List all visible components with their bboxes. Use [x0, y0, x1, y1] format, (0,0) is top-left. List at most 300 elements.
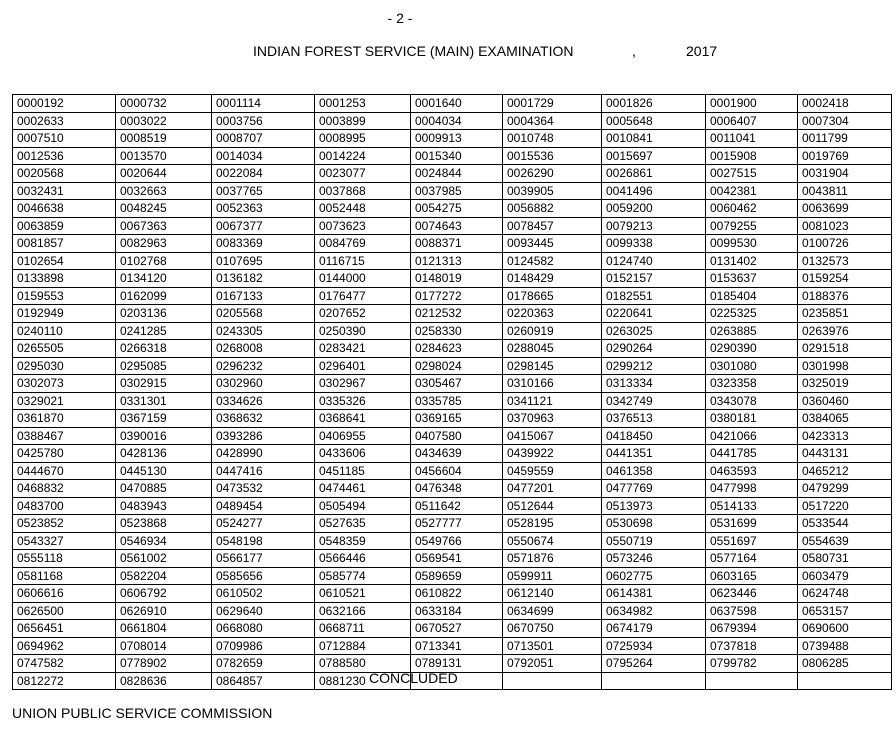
roll-number-cell: 0441351	[602, 445, 706, 463]
roll-number-cell: 0656451	[13, 620, 116, 638]
roll-number-cell: 0418450	[602, 427, 706, 445]
roll-number-cell: 0078457	[503, 217, 602, 235]
roll-number-cell: 0388467	[13, 427, 116, 445]
roll-number-cell: 0302915	[116, 375, 212, 393]
roll-number-cell: 0782659	[212, 655, 315, 673]
roll-number-cell: 0433606	[315, 445, 411, 463]
table-row	[13, 392, 892, 410]
roll-number-cell: 0376513	[602, 410, 706, 428]
roll-number-cell: 0182551	[602, 287, 706, 305]
roll-number-cell: 0015536	[503, 147, 602, 165]
roll-number-cell: 0010748	[503, 130, 602, 148]
roll-number-cell: 0543327	[13, 532, 116, 550]
roll-number-cell: 0220641	[602, 305, 706, 323]
roll-number-cell: 0067377	[212, 217, 315, 235]
roll-number-cell: 0571876	[503, 550, 602, 568]
roll-number-cell: 0329021	[13, 392, 116, 410]
roll-number-cell: 0473532	[212, 480, 315, 498]
roll-number-cell: 0079213	[602, 217, 706, 235]
roll-number-cell: 0081857	[13, 235, 116, 253]
roll-number-cell: 0709986	[212, 637, 315, 655]
roll-number-cell: 0099338	[602, 235, 706, 253]
roll-number-cell: 0235851	[798, 305, 892, 323]
roll-number-cell: 0623446	[706, 585, 798, 603]
roll-number-cell: 0789131	[411, 655, 503, 673]
roll-number-cell: 0083369	[212, 235, 315, 253]
roll-number-cell: 0241285	[116, 322, 212, 340]
roll-number-cell: 0037765	[212, 182, 315, 200]
roll-number-cell: 0788580	[315, 655, 411, 673]
exam-title: INDIAN FOREST SERVICE (MAIN) EXAMINATION	[253, 43, 574, 59]
roll-number-cell: 0428990	[212, 445, 315, 463]
roll-number-cell: 0037868	[315, 182, 411, 200]
roll-number-cell: 0343078	[706, 392, 798, 410]
roll-number-cell: 0634699	[503, 602, 602, 620]
table-row	[13, 357, 892, 375]
roll-number-cell: 0331301	[116, 392, 212, 410]
roll-number-cell: 0302967	[315, 375, 411, 393]
roll-number-cell: 0192949	[13, 305, 116, 323]
roll-number-cell: 0368641	[315, 410, 411, 428]
roll-number-cell: 0795264	[602, 655, 706, 673]
roll-number-cell: 0566446	[315, 550, 411, 568]
table-row	[13, 322, 892, 340]
roll-number-cell: 0291518	[798, 340, 892, 358]
roll-number-cell: 0295030	[13, 357, 116, 375]
roll-number-cell: 0011799	[798, 130, 892, 148]
roll-number-cell: 0081023	[798, 217, 892, 235]
roll-number-cell: 0527635	[315, 515, 411, 533]
roll-number-cell: 0039905	[503, 182, 602, 200]
roll-number-table	[12, 94, 892, 690]
roll-number-cell: 0864857	[212, 672, 315, 690]
roll-number-cell: 0606616	[13, 585, 116, 603]
table-row	[13, 340, 892, 358]
roll-number-cell: 0423313	[798, 427, 892, 445]
table-row	[13, 620, 892, 638]
roll-number-cell: 0546934	[116, 532, 212, 550]
roll-number-cell: 0335326	[315, 392, 411, 410]
roll-number-cell: 0603165	[706, 567, 798, 585]
roll-number-cell: 0007304	[798, 112, 892, 130]
roll-number-cell: 0015340	[411, 147, 503, 165]
commission-name: UNION PUBLIC SERVICE COMMISSION	[12, 705, 273, 721]
roll-number-cell: 0511642	[411, 497, 503, 515]
roll-number-cell: 0614381	[602, 585, 706, 603]
roll-number-cell: 0178665	[503, 287, 602, 305]
table-row	[13, 497, 892, 515]
roll-number-cell: 0341121	[503, 392, 602, 410]
roll-number-cell: 0032663	[116, 182, 212, 200]
table-row	[13, 637, 892, 655]
table-row	[13, 427, 892, 445]
roll-number-cell: 0599911	[503, 567, 602, 585]
roll-number-cell: 0443131	[798, 445, 892, 463]
roll-number-cell: 0367159	[116, 410, 212, 428]
roll-number-cell: 0176477	[315, 287, 411, 305]
roll-number-cell: 0633184	[411, 602, 503, 620]
roll-number-cell: 0531699	[706, 515, 798, 533]
roll-number-cell: 0555118	[13, 550, 116, 568]
roll-number-cell: 0059200	[602, 200, 706, 218]
roll-number-cell: 0747582	[13, 655, 116, 673]
roll-number-cell: 0212532	[411, 305, 503, 323]
roll-number-cell: 0148019	[411, 270, 503, 288]
roll-number-cell: 0240110	[13, 322, 116, 340]
table-row	[13, 532, 892, 550]
roll-number-cell: 0342749	[602, 392, 706, 410]
roll-number-cell: 0026290	[503, 165, 602, 183]
roll-number-cell: 0124582	[503, 252, 602, 270]
roll-number-cell: 0530698	[602, 515, 706, 533]
roll-number-cell: 0084769	[315, 235, 411, 253]
roll-number-cell: 0001729	[503, 95, 602, 113]
roll-number-cell: 0444670	[13, 462, 116, 480]
roll-number-cell: 0390016	[116, 427, 212, 445]
roll-number-cell: 0015697	[602, 147, 706, 165]
roll-number-cell: 0456604	[411, 462, 503, 480]
roll-number-cell: 0461358	[602, 462, 706, 480]
roll-number-cell: 0052363	[212, 200, 315, 218]
roll-number-cell: 0468832	[13, 480, 116, 498]
roll-number-cell: 0266318	[116, 340, 212, 358]
roll-number-cell: 0523868	[116, 515, 212, 533]
roll-number-cell: 0100726	[798, 235, 892, 253]
roll-number-cell: 0505494	[315, 497, 411, 515]
table-row	[13, 147, 892, 165]
roll-number-cell: 0415067	[503, 427, 602, 445]
roll-number-cell: 0512644	[503, 497, 602, 515]
roll-number-cell: 0296232	[212, 357, 315, 375]
roll-number-cell: 0465212	[798, 462, 892, 480]
roll-number-cell: 0124740	[602, 252, 706, 270]
roll-number-cell: 0177272	[411, 287, 503, 305]
roll-number-cell: 0008519	[116, 130, 212, 148]
roll-number-cell: 0107695	[212, 252, 315, 270]
roll-number-cell: 0477201	[503, 480, 602, 498]
roll-number-cell: 0612140	[503, 585, 602, 603]
roll-number-cell: 0099530	[706, 235, 798, 253]
roll-number-cell: 0037985	[411, 182, 503, 200]
roll-number-cell: 0298024	[411, 357, 503, 375]
table-row	[13, 410, 892, 428]
roll-number-cell: 0301080	[706, 357, 798, 375]
roll-number-cell: 0207652	[315, 305, 411, 323]
table-row	[13, 550, 892, 568]
roll-number-cell: 0653157	[798, 602, 892, 620]
roll-number-cell	[798, 672, 892, 690]
roll-number-cell: 0477998	[706, 480, 798, 498]
roll-number-cell: 0439922	[503, 445, 602, 463]
roll-number-cell: 0629640	[212, 602, 315, 620]
table-row	[13, 445, 892, 463]
roll-number-cell: 0447416	[212, 462, 315, 480]
roll-number-cell: 0301998	[798, 357, 892, 375]
table-row	[13, 567, 892, 585]
roll-number-cell: 0054275	[411, 200, 503, 218]
roll-number-cell: 0093445	[503, 235, 602, 253]
roll-number-cell: 0624748	[798, 585, 892, 603]
roll-number-cell: 0668080	[212, 620, 315, 638]
roll-number-cell: 0806285	[798, 655, 892, 673]
roll-number-cell: 0548359	[315, 532, 411, 550]
table-row	[13, 217, 892, 235]
roll-number-cell: 0041496	[602, 182, 706, 200]
roll-number-cell: 0368632	[212, 410, 315, 428]
roll-number-cell: 0476348	[411, 480, 503, 498]
roll-number-cell: 0361870	[13, 410, 116, 428]
roll-number-cell: 0188376	[798, 287, 892, 305]
roll-number-cell: 0283421	[315, 340, 411, 358]
table-row	[13, 375, 892, 393]
table-row	[13, 235, 892, 253]
roll-number-cell: 0063699	[798, 200, 892, 218]
roll-number-cell	[706, 672, 798, 690]
table-row	[13, 130, 892, 148]
roll-number-cell: 0014034	[212, 147, 315, 165]
roll-number-cell: 0048245	[116, 200, 212, 218]
roll-number-cell: 0674179	[602, 620, 706, 638]
roll-number-cell: 0012536	[13, 147, 116, 165]
roll-number-cell: 0483943	[116, 497, 212, 515]
roll-number-cell: 0299212	[602, 357, 706, 375]
roll-number-cell: 0551697	[706, 532, 798, 550]
roll-number-cell: 0043811	[798, 182, 892, 200]
roll-number-cell: 0020644	[116, 165, 212, 183]
roll-number-cell: 0011041	[706, 130, 798, 148]
roll-number-cell: 0205568	[212, 305, 315, 323]
table-row	[13, 165, 892, 183]
roll-number-cell: 0046638	[13, 200, 116, 218]
roll-number-cell: 0013570	[116, 147, 212, 165]
roll-number-cell: 0159553	[13, 287, 116, 305]
roll-number-cell: 0024844	[411, 165, 503, 183]
roll-number-cell: 0290264	[602, 340, 706, 358]
roll-number-cell: 0548198	[212, 532, 315, 550]
roll-number-cell: 0136182	[212, 270, 315, 288]
roll-number-cell: 0121313	[411, 252, 503, 270]
roll-number-cell: 0008995	[315, 130, 411, 148]
roll-number-cell: 0550719	[602, 532, 706, 550]
roll-number-cell: 0258330	[411, 322, 503, 340]
roll-number-cell: 0407580	[411, 427, 503, 445]
roll-number-cell: 0001900	[706, 95, 798, 113]
roll-number-cell: 0881230	[315, 672, 411, 690]
roll-number-cell: 0637598	[706, 602, 798, 620]
roll-number-cell: 0002418	[798, 95, 892, 113]
table-row	[13, 287, 892, 305]
roll-number-cell: 0144000	[315, 270, 411, 288]
roll-number-cell: 0323358	[706, 375, 798, 393]
roll-number-cell: 0296401	[315, 357, 411, 375]
roll-number-cell: 0005648	[602, 112, 706, 130]
roll-number-cell: 0690600	[798, 620, 892, 638]
roll-number-cell: 0712884	[315, 637, 411, 655]
roll-number-cell: 0713341	[411, 637, 503, 655]
roll-number-cell: 0589659	[411, 567, 503, 585]
roll-number-cell: 0739488	[798, 637, 892, 655]
roll-number-cell: 0514133	[706, 497, 798, 515]
roll-number-cell: 0026861	[602, 165, 706, 183]
roll-number-cell: 0284623	[411, 340, 503, 358]
roll-number-cell: 0610521	[315, 585, 411, 603]
roll-number-cell: 0023077	[315, 165, 411, 183]
roll-number-cell: 0004034	[411, 112, 503, 130]
roll-number-cell: 0737818	[706, 637, 798, 655]
roll-number-cell: 0313334	[602, 375, 706, 393]
roll-number-cell: 0380181	[706, 410, 798, 428]
table-row	[13, 95, 892, 113]
concluded-label: CONCLUDED	[369, 670, 458, 686]
document-title-row	[0, 43, 896, 61]
roll-number-cell: 0550674	[503, 532, 602, 550]
roll-number-cell: 0459559	[503, 462, 602, 480]
roll-number-cell: 0132573	[798, 252, 892, 270]
roll-number-cell: 0474461	[315, 480, 411, 498]
roll-number-cell: 0073623	[315, 217, 411, 235]
roll-number-cell: 0225325	[706, 305, 798, 323]
roll-number-cell: 0152157	[602, 270, 706, 288]
roll-number-cell: 0220363	[503, 305, 602, 323]
roll-number-cell: 0159254	[798, 270, 892, 288]
roll-number-cell: 0325019	[798, 375, 892, 393]
roll-number-cell: 0001253	[315, 95, 411, 113]
roll-number-cell: 0580731	[798, 550, 892, 568]
roll-number-cell: 0006407	[706, 112, 798, 130]
roll-number-cell: 0298145	[503, 357, 602, 375]
roll-number-cell: 0134120	[116, 270, 212, 288]
roll-number-cell: 0670750	[503, 620, 602, 638]
roll-number-cell: 0360460	[798, 392, 892, 410]
roll-number-cell: 0679394	[706, 620, 798, 638]
roll-number-cell: 0116715	[315, 252, 411, 270]
roll-number-cell: 0060462	[706, 200, 798, 218]
table-row	[13, 200, 892, 218]
roll-number-cell: 0167133	[212, 287, 315, 305]
roll-number-cell: 0000732	[116, 95, 212, 113]
roll-number-cell: 0263025	[602, 322, 706, 340]
roll-number-cell: 0470885	[116, 480, 212, 498]
roll-number-cell: 0019769	[798, 147, 892, 165]
roll-number-cell: 0602775	[602, 567, 706, 585]
roll-number-cell: 0585656	[212, 567, 315, 585]
roll-number-cell: 0185404	[706, 287, 798, 305]
roll-number-cell: 0243305	[212, 322, 315, 340]
table-row	[13, 585, 892, 603]
roll-number-cell: 0569541	[411, 550, 503, 568]
roll-number-cell: 0661804	[116, 620, 212, 638]
roll-number-cell: 0133898	[13, 270, 116, 288]
page-number: - 2 -	[387, 10, 413, 26]
table-row	[13, 270, 892, 288]
roll-number-cell: 0708014	[116, 637, 212, 655]
roll-number-cell: 0153637	[706, 270, 798, 288]
roll-number-cell: 0056882	[503, 200, 602, 218]
roll-number-cell: 0015908	[706, 147, 798, 165]
roll-number-cell: 0009913	[411, 130, 503, 148]
roll-number-cell: 0384065	[798, 410, 892, 428]
table-row	[13, 462, 892, 480]
roll-number-cell: 0027515	[706, 165, 798, 183]
roll-number-cell: 0566177	[212, 550, 315, 568]
roll-number-cell	[503, 672, 602, 690]
roll-number-cell: 0812272	[13, 672, 116, 690]
roll-number-cell: 0032431	[13, 182, 116, 200]
roll-number-cell: 0265505	[13, 340, 116, 358]
roll-number-cell: 0524277	[212, 515, 315, 533]
roll-number-cell: 0131402	[706, 252, 798, 270]
roll-number-cell: 0610502	[212, 585, 315, 603]
roll-number-cell: 0489454	[212, 497, 315, 515]
roll-number-cell: 0020568	[13, 165, 116, 183]
exam-year: 2017	[686, 43, 718, 59]
table-row	[13, 252, 892, 270]
roll-number-cell: 0305467	[411, 375, 503, 393]
roll-number-cell: 0074643	[411, 217, 503, 235]
roll-number-cell: 0369165	[411, 410, 503, 428]
roll-number-cell: 0577164	[706, 550, 798, 568]
roll-number-cell: 0549766	[411, 532, 503, 550]
roll-number-cell: 0334626	[212, 392, 315, 410]
table-row	[13, 602, 892, 620]
roll-number-cell: 0010841	[602, 130, 706, 148]
roll-number-cell	[602, 672, 706, 690]
roll-number-cell: 0250390	[315, 322, 411, 340]
roll-number-cell: 0582204	[116, 567, 212, 585]
roll-number-cell: 0162099	[116, 287, 212, 305]
roll-number-cell: 0585774	[315, 567, 411, 585]
roll-number-cell: 0668711	[315, 620, 411, 638]
roll-number-cell: 0632166	[315, 602, 411, 620]
roll-number-cell: 0393286	[212, 427, 315, 445]
roll-number-cell: 0527777	[411, 515, 503, 533]
roll-number-cell: 0088371	[411, 235, 503, 253]
roll-number-cell: 0014224	[315, 147, 411, 165]
roll-number-cell: 0290390	[706, 340, 798, 358]
roll-number-cell: 0463593	[706, 462, 798, 480]
roll-number-cell: 0445130	[116, 462, 212, 480]
roll-number-cell: 0828636	[116, 672, 212, 690]
roll-number-cell: 0263885	[706, 322, 798, 340]
roll-number-cell: 0626910	[116, 602, 212, 620]
table-row	[13, 112, 892, 130]
roll-number-cell: 0148429	[503, 270, 602, 288]
roll-number-cell: 0528195	[503, 515, 602, 533]
roll-number-cell: 0302073	[13, 375, 116, 393]
roll-number-cell: 0523852	[13, 515, 116, 533]
roll-number-cell: 0001114	[212, 95, 315, 113]
roll-number-cell: 0513973	[602, 497, 706, 515]
roll-number-cell: 0263976	[798, 322, 892, 340]
roll-number-cell: 0483700	[13, 497, 116, 515]
roll-number-cell: 0561002	[116, 550, 212, 568]
roll-number-cell: 0288045	[503, 340, 602, 358]
roll-number-cell: 0260919	[503, 322, 602, 340]
roll-number-cell: 0310166	[503, 375, 602, 393]
roll-number-cell: 0554639	[798, 532, 892, 550]
roll-number-cell: 0003756	[212, 112, 315, 130]
roll-number-cell: 0063859	[13, 217, 116, 235]
roll-number-cell: 0203136	[116, 305, 212, 323]
roll-number-cell: 0441785	[706, 445, 798, 463]
roll-number-cell: 0295085	[116, 357, 212, 375]
roll-number-cell: 0606792	[116, 585, 212, 603]
table-row	[13, 182, 892, 200]
roll-number-cell: 0792051	[503, 655, 602, 673]
roll-number-cell: 0082963	[116, 235, 212, 253]
table-row	[13, 305, 892, 323]
roll-number-cell: 0042381	[706, 182, 798, 200]
